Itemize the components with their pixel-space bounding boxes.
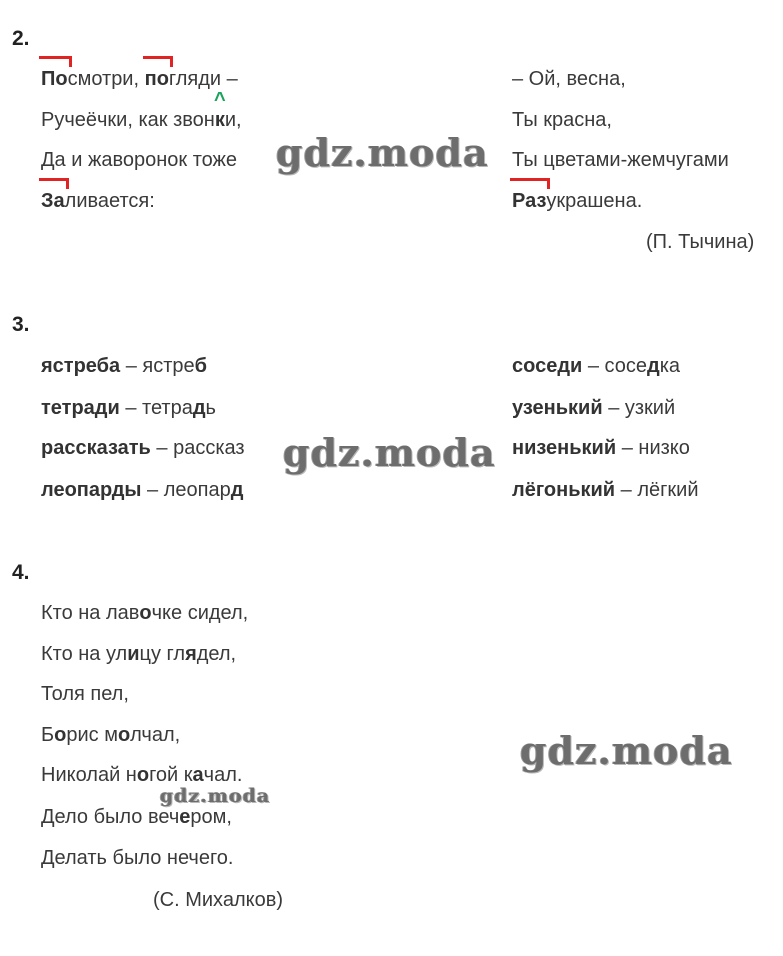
letter-bold: е <box>179 806 191 828</box>
letter-bold: а <box>192 764 204 786</box>
suffix-mark-icon: ^ <box>213 89 226 111</box>
word-part: и, <box>224 109 242 131</box>
word-part: к <box>214 109 225 131</box>
word-bold: соседи <box>512 355 583 377</box>
word-part: – низко <box>616 437 690 459</box>
letter-bold: д <box>230 479 244 501</box>
watermark-logo: gdz.moda <box>520 728 733 773</box>
word-part: цу гл <box>139 643 186 665</box>
word-bold: тетради <box>41 397 120 419</box>
prefix-mark: За <box>41 190 65 212</box>
word-part: чке сидел, <box>151 602 249 624</box>
word-part: Кто на лав <box>41 602 140 624</box>
poem-line <box>41 682 129 706</box>
word-part: Делать было нечего. <box>41 847 234 869</box>
suffix-letter <box>213 89 226 132</box>
poem-line <box>41 723 180 747</box>
word-bold: низенький <box>512 437 617 459</box>
word-part: ливается: <box>64 190 155 212</box>
word-part: украшена. <box>546 190 643 212</box>
poem-line: Да и жаворонок тоже <box>41 149 238 171</box>
word-pair <box>41 354 207 378</box>
word-bold: леопарды <box>41 479 142 501</box>
poem-line <box>41 189 155 213</box>
word-part: Николай н <box>41 764 137 786</box>
poem-line <box>41 67 238 91</box>
poem-author: (С. Михалков) <box>153 889 283 911</box>
poem-author: (П. Тычина) <box>646 231 755 253</box>
poem-line <box>512 189 642 213</box>
letter-bold: я <box>185 643 197 665</box>
word-bold: узенький <box>512 397 603 419</box>
letter-bold: и <box>127 643 140 665</box>
word-part: гой к <box>149 764 193 786</box>
letter-bold: о <box>139 602 152 624</box>
word-bold: рассказать <box>41 437 151 459</box>
word-part: Кто на ул <box>41 643 128 665</box>
word-part: – узкий <box>602 397 676 419</box>
word-pair <box>41 478 243 502</box>
word-part: гляди – <box>168 68 238 90</box>
poem-line <box>41 763 242 787</box>
letter-bold: б <box>194 355 207 377</box>
word-part: рис м <box>66 724 118 746</box>
word-part: – ястре <box>120 355 195 377</box>
poem-line <box>41 846 233 870</box>
prefix-mark: по <box>144 68 169 90</box>
letter-bold: о <box>117 724 131 746</box>
watermark-logo: gdz.moda <box>276 130 489 175</box>
word-part: – сосе <box>582 355 648 377</box>
word-pair <box>512 478 699 502</box>
word-part: ром, <box>190 806 232 828</box>
word-part: Б <box>41 724 55 746</box>
word-pair <box>512 354 680 378</box>
poem-line: Ты цветами-жемчугами <box>512 149 729 171</box>
poem-line: – Ой, весна, <box>512 68 626 90</box>
watermark-logo: gdz.moda <box>283 430 496 475</box>
word-bold: лёгонький <box>512 479 616 501</box>
word-part: Ручеёчки, как звон <box>41 109 215 131</box>
word-part: ь <box>205 397 216 419</box>
letter-bold: о <box>54 724 67 746</box>
word-part: – лёгкий <box>615 479 699 501</box>
letter-bold: о <box>136 764 150 786</box>
word-pair <box>41 396 216 420</box>
poem-line <box>41 89 242 132</box>
exercise-3-number: 3. <box>12 313 30 336</box>
exercise-2-number: 2. <box>12 27 30 50</box>
poem-line <box>41 805 232 829</box>
prefix-mark: По <box>41 68 68 90</box>
poem-line <box>41 601 248 625</box>
word-part: – рассказ <box>150 437 245 459</box>
poem-line <box>41 642 236 666</box>
word-part: – тетра <box>119 397 193 419</box>
word-part: Толя пел, <box>41 683 129 705</box>
word-part: чал. <box>203 764 243 786</box>
poem-line: Ты красна, <box>512 109 612 131</box>
watermark-logo: gdz.moda <box>160 785 271 807</box>
word-part: Дело было веч <box>41 806 180 828</box>
word-part: дел, <box>196 643 237 665</box>
letter-bold: д <box>192 397 206 419</box>
prefix-mark: Раз <box>512 190 547 212</box>
word-pair <box>41 436 245 460</box>
word-part: ка <box>659 355 681 377</box>
word-pair <box>512 396 675 420</box>
word-bold: ястреба <box>41 355 121 377</box>
word-part: – леопар <box>141 479 231 501</box>
word-part: смотри, <box>67 68 145 90</box>
letter-bold: д <box>647 355 660 377</box>
word-pair <box>512 436 690 460</box>
exercise-4-number: 4. <box>12 561 30 584</box>
word-part: лчал, <box>130 724 181 746</box>
